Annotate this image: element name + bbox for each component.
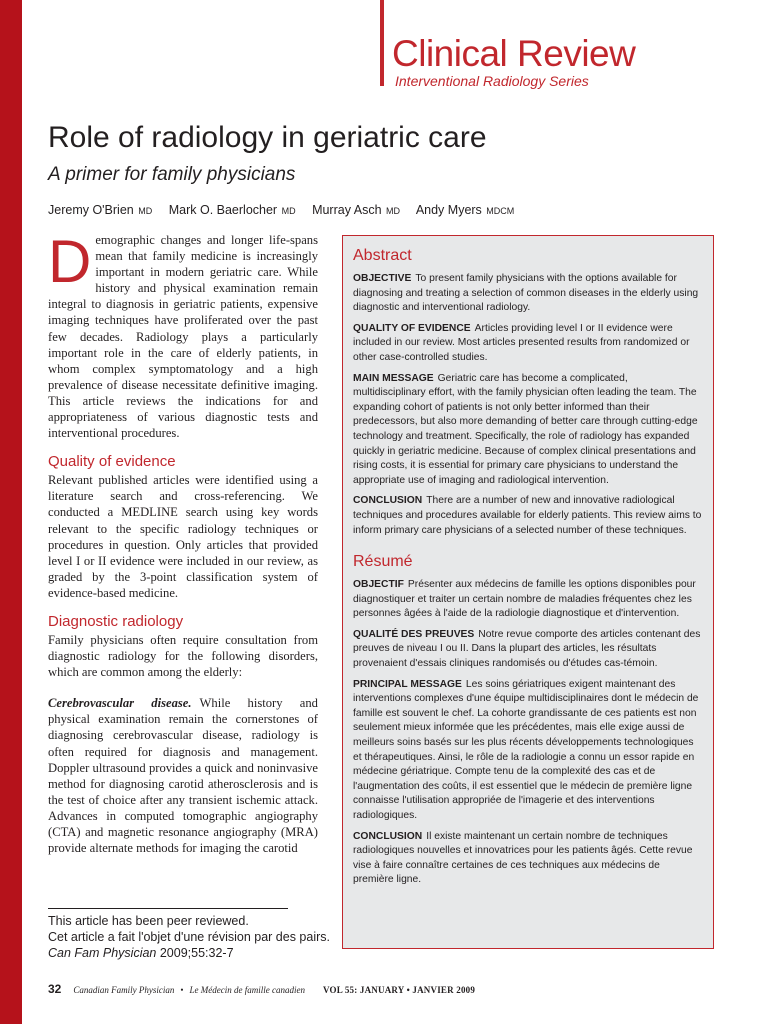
- resume-text: Notre revue comporte des articles contenant des preuves de niveau I ou II. Dans la plupart des articles, les résultats provenaient d'essais cliniques randomisés ou d'études cas-témoin.: [353, 628, 701, 670]
- citation-journal: Can Fam Physician: [48, 946, 157, 960]
- drop-cap: D: [48, 228, 92, 295]
- author: [416, 203, 514, 217]
- abstract-section: [353, 272, 703, 316]
- author-name: Andy Myers: [415, 203, 482, 217]
- left-edge-bar: [0, 0, 22, 1024]
- author: [48, 203, 152, 217]
- article-title: Role of radiology in geriatric care: [48, 121, 487, 154]
- author-credentials: MD: [386, 206, 401, 216]
- diagnostic-paragraph: Family physicians often require consultation from diagnostic radiology for the following disorders, which are common among the elderly:: [48, 632, 318, 680]
- article-subtitle: A primer for family physicians: [48, 164, 296, 185]
- abstract-section: [353, 372, 703, 489]
- resume-label: PRINCIPAL MESSAGE: [353, 678, 462, 690]
- diagnostic-heading: Diagnostic radiology: [48, 612, 184, 630]
- author: [312, 203, 400, 217]
- page-footer: [48, 980, 728, 998]
- abstract-label: OBJECTIVE: [353, 273, 412, 284]
- resume-label: OBJECTIF: [353, 579, 404, 591]
- series-name: Interventional Radiology Series: [395, 73, 589, 89]
- disease-text: While history and physical examination remain the cornerstones of diagnosing cerebrovascular disease, radiology is often required for diagnosis and management. Doppler ultrasound provides a quick and noninvasive method for diagnosing carotid atherosclerosis and is the test of choice after any transient ischemic attack. Advances in computed tomographic angiography (CTA) and magnetic resonance angiography (MRA) provide alternate methods for imaging the carotid: [48, 696, 318, 856]
- disease-name: Cerebrovascular disease.: [48, 696, 192, 711]
- abstract-label: CONCLUSION: [353, 495, 423, 507]
- footnotes: [48, 913, 331, 961]
- quality-heading: Quality of evidence: [48, 453, 176, 471]
- author-credentials: MD: [138, 206, 153, 216]
- header-rule: [380, 0, 384, 86]
- resume-section: [353, 830, 703, 888]
- author-name: Jeremy O'Brien: [48, 203, 134, 217]
- volume-issue: VOL 55: JANUARY • JANVIER 2009: [322, 985, 476, 995]
- resume-text: Les soins gériatriques exigent maintenant des interventions complexes d'une équipe multidisciplinaires dont le médecin de famille est souvent le chef. La cohorte grandissante de ces patients est non seulement mieux informée que les précédentes, mais elle exige aussi de meilleurs soins basés sur les plus récents développements technologiques et thérapeutiques. Ainsi, le rôle de la radiologie a connu un essor rapide en médecine gériatrique. Compte tenu de la complexité des cas et de l'augmentation des coûts, il est essentiel que le médecin de première ligne connaisse l'utilisation appropriée de l'imagerie et des interventions radiologiques.: [353, 678, 699, 821]
- author-name: Murray Asch: [312, 203, 382, 217]
- abstract-text: There are a number of new and innovative radiological techniques and procedures available for elderly patients. This review aims to inform primary care physicians of a selected number of these techniques.: [353, 495, 702, 536]
- resume-section: [353, 628, 703, 672]
- abstract-section: [353, 494, 703, 538]
- resume-heading: Résumé: [353, 553, 413, 571]
- resume-text: Il existe maintenant un certain nombre de techniques radiologiques nouvelles et innovatrices pour les patients âgés. Cette revue vise à faire connaître certaines de ces techniques aux médecins de première ligne.: [353, 830, 693, 886]
- peer-review-fr: Cet article a fait l'objet d'une révision par des pairs.: [48, 930, 331, 944]
- author: [169, 203, 296, 217]
- abstract-text: Articles providing level I or II evidence were included in our review. Most articles presented results from randomized or other case-controlled studies.: [353, 322, 690, 363]
- bullet-separator: •: [180, 985, 184, 995]
- resume-section: [353, 578, 703, 622]
- citation: [48, 945, 320, 961]
- abstract-section: [353, 322, 703, 366]
- resume-section: [353, 678, 703, 824]
- abstract-label: MAIN MESSAGE: [353, 372, 434, 384]
- journal-name-en: Canadian Family Physician: [73, 985, 175, 995]
- author-name: Mark O. Baerlocher: [168, 203, 278, 217]
- abstract-text: Geriatric care has become a complicated, multidisciplinary effort, with the family physician often leading the team. The expanding cohort of patients is not only better informed than their predecessors, but also more demanding of better care through cutting-edge technology and treatment. Specifically, the role of radiology has expanded quickly in geriatric medicine. Because of complex clinical presentations and rising costs, it is essential for primary care physicians to understand the appropriate use of imaging and radiological intervention.: [353, 372, 698, 486]
- resume-label: CONCLUSION: [353, 830, 423, 842]
- section-title: Clinical Review: [392, 33, 636, 74]
- journal-name-fr: Le Médecin de famille canadien: [189, 985, 305, 995]
- resume-label: QUALITÉ DES PREUVES: [353, 628, 475, 640]
- abstract-heading: Abstract: [353, 247, 412, 264]
- quality-paragraph: Relevant published articles were identified using a literature search and cross-referencing. We conducted a MEDLINE search using key words relevant to the specific radiology techniques or procedures in question. Only articles that provided level I or II evidence were included in our review, as graded by the 3-point classification system of evidence-based medicine.: [48, 473, 318, 600]
- page-number: 32: [48, 982, 62, 996]
- citation-ref: 2009;55:32-7: [156, 946, 234, 960]
- peer-review-en: This article has been peer reviewed.: [48, 914, 249, 928]
- intro-paragraph: [48, 228, 318, 441]
- body-column: [48, 228, 318, 856]
- author-credentials: MD: [281, 206, 296, 216]
- abstract-box: [342, 235, 714, 949]
- author-credentials: MDCM: [486, 206, 515, 216]
- resume-text: Présenter aux médecins de famille les options disponibles pour diagnostiquer et traiter un certain nombre de maladies fréquentes chez les personnes âgées à l'aide de la radiologie diagnostique et d'intervention.: [353, 579, 696, 620]
- abstract-text: To present family physicians with the options available for diagnosing and treating a selection of common diseases in the elderly using diagnostic and interventional radiology.: [353, 273, 699, 314]
- footnote-rule: [48, 908, 288, 909]
- intro-text: emographic changes and longer life-spans mean that family medicine is increasingly important in modern geriatric care. While history and physical examination remain integral to diagnosis in geriatric patients, expensive imaging techniques have proliferated over the past few decades. Radiology plays a particularly important role in the care of elderly patients, in whom complex symptomatology and a high prevalence of disease necessitate definitive imaging. This article reviews the indications for and appropriateness of various diagnostic tests and interventional procedures.: [48, 233, 318, 441]
- abstract-label: QUALITY OF EVIDENCE: [353, 322, 471, 334]
- cerebrovascular-paragraph: [48, 695, 318, 856]
- author-list: [48, 203, 527, 217]
